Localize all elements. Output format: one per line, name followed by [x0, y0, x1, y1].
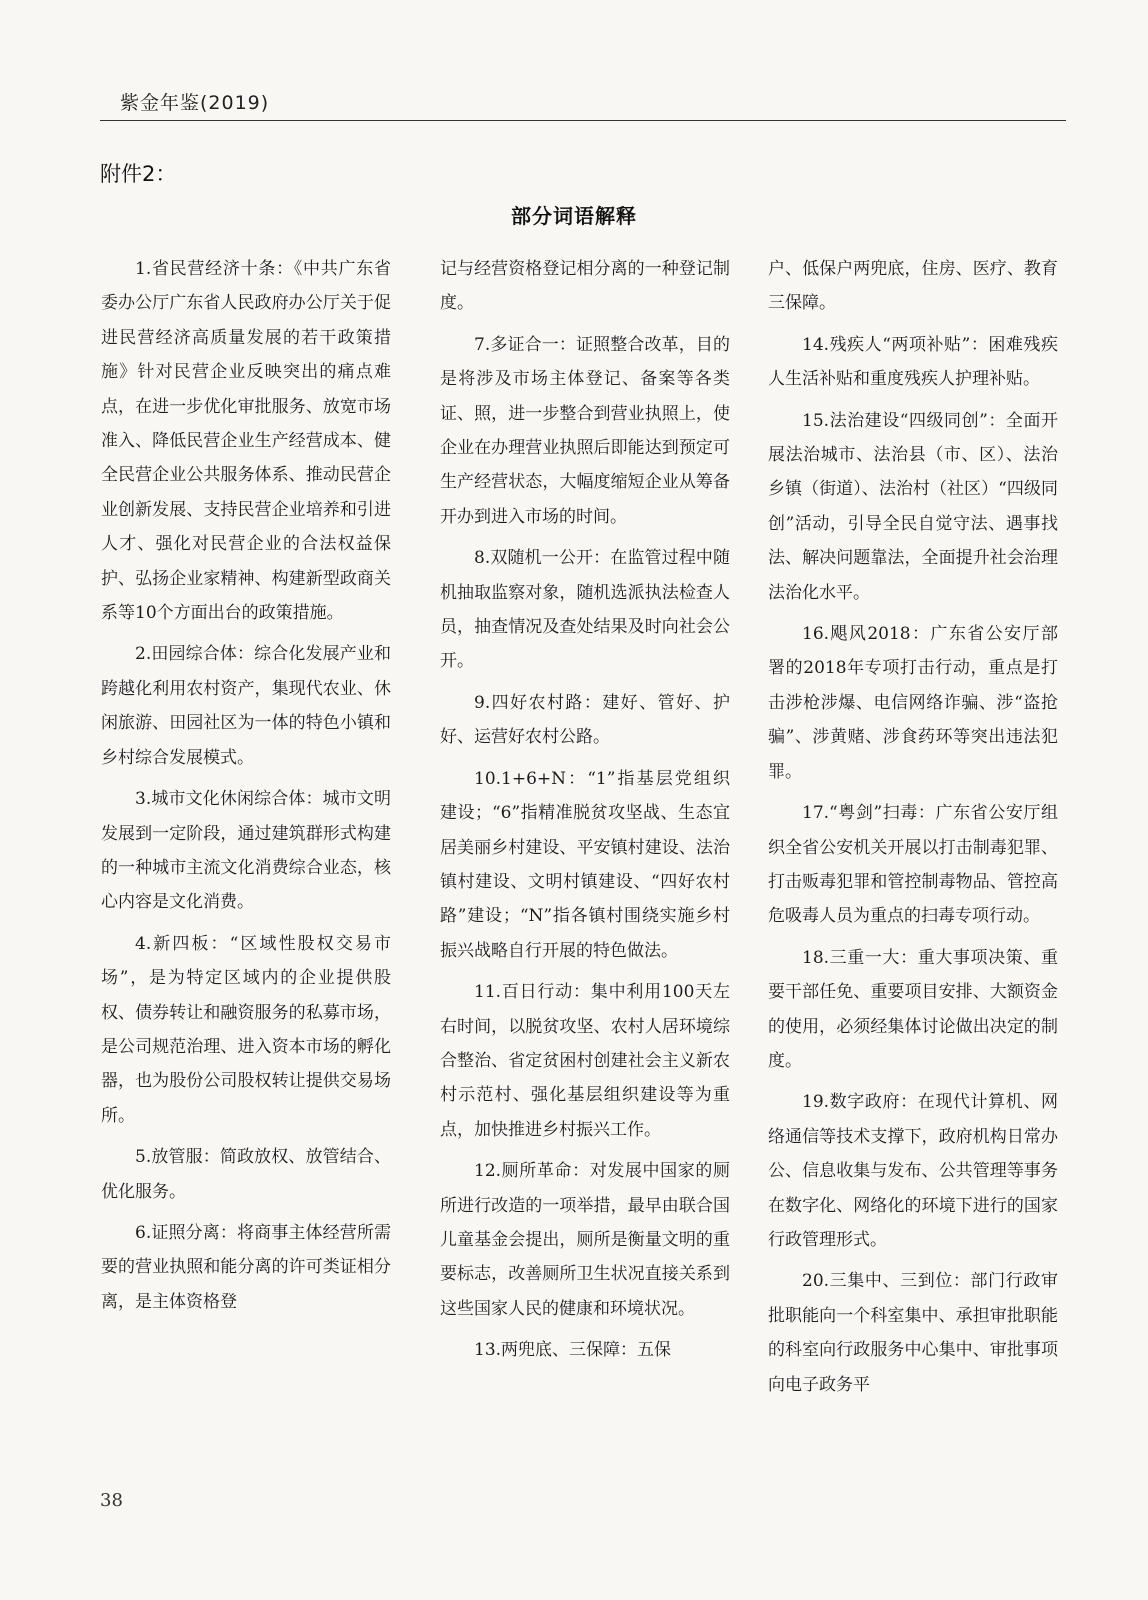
section-title: 部分词语解释 [511, 204, 637, 228]
paragraph: 13.两兜底、三保障：五保 [474, 1340, 672, 1361]
paragraph: 18.三重一大：重大事项决策、重要干部任免、重要项目安排、大额资金的使用，必须经集体讨论做出决定的制度。 [768, 947, 1058, 1071]
page-number: 38 [100, 1490, 123, 1511]
paragraph: 户、低保户两兜底，住房、医疗、教育三保障。 [768, 259, 1058, 314]
paragraph: 15.法治建设“四级同创”：全面开展法治城市、法治县（市、区）、法治乡镇（街道）、法治村（社区）“四级同创”活动，引导全民自觉守法、遇事找法、解决问题靠法，全面提升社会治理法治化水平。 [768, 410, 1058, 603]
paragraph: 5.放管服：简政放权、放管结合、优化服务。 [101, 1147, 391, 1202]
text-column-1 [101, 252, 391, 1482]
paragraph: 20.三集中、三到位：部门行政审批职能向一个科室集中、承担审批职能的科室向行政服务中心集中、审批事项向电子政务平 [768, 1271, 1058, 1395]
paragraph: 16.飓风2018：广东省公安厅部署的2018年专项打击行动，重点是打击涉枪涉爆、电信网络诈骗、涉“盗抢骗”、涉黄赌、涉食药环等突出违法犯罪。 [768, 624, 1058, 782]
paragraph: 8.双随机一公开：在监管过程中随机抽取监察对象，随机选派执法检查人员，抽查情况及查处结果及时向社会公开。 [440, 548, 730, 672]
paragraph: 7.多证合一：证照整合改革，目的是将涉及市场主体登记、备案等各类证、照，进一步整合到营业执照上，使企业在办理营业执照后即能达到预定可生产经营状态，大幅度缩短企业从筹备开办到进入市场的时间。 [440, 334, 730, 527]
paragraph: 3.城市文化休闲综合体：城市文明发展到一定阶段，通过建筑群形式构建的一种城市主流文化消费综合业态，核心内容是文化消费。 [101, 789, 391, 913]
paragraph: 19.数字政府：在现代计算机、网络通信等技术支撑下，政府机构日常办公、信息收集与发布、公共管理等事务在数字化、网络化的环境下进行的国家行政管理形式。 [768, 1092, 1058, 1250]
paragraph: 4.新四板：“区域性股权交易市场”，是为特定区域内的企业提供股权、债券转让和融资服务的私募市场，是公司规范治理、进入资本市场的孵化器，也为股份公司股权转让提供交易场所。 [101, 933, 391, 1126]
appendix-label: 附件2： [100, 162, 177, 186]
paragraph: 6.证照分离：将商事主体经营所需要的营业执照和能分离的许可类证相分离，是主体资格登 [101, 1222, 391, 1312]
paragraph: 17.“粤剑”扫毒：广东省公安厅组织全省公安机关开展以打击制毒犯罪、打击贩毒犯罪和管控制毒物品、管控高危吸毒人员为重点的扫毒专项行动。 [768, 803, 1058, 927]
paragraph: 12.厕所革命：对发展中国家的厕所进行改造的一项举措，最早由联合国儿童基金会提出，厕所是衡量文明的重要标志，改善厕所卫生状况直接关系到这些国家人民的健康和环境状况。 [440, 1161, 730, 1319]
paragraph: 1.省民营经济十条：《中共广东省委办公厅广东省人民政府办公厅关于促进民营经济高质量发展的若干政策措施》针对民营企业反映突出的痛点难点，在进一步优化审批服务、放宽市场准入、降低民营企业生产经营成本、健全民营企业公共服务体系、推动民营企业创新发展、支持民营企业培养和引进人才、强化对民营企业的合法权益保护、弘扬企业家精神、构建新型政商关系等10个方面出台的政策措施。 [101, 259, 391, 624]
paragraph: 2.田园综合体：综合化发展产业和跨越化利用农村资产，集现代农业、休闲旅游、田园社区为一体的特色小镇和乡村综合发展模式。 [101, 644, 391, 768]
paragraph: 14.残疾人“两项补贴”：困难残疾人生活补贴和重度残疾人护理补贴。 [768, 334, 1058, 390]
running-head: 紫金年鉴(2019) [120, 92, 270, 114]
header-rule [100, 120, 1066, 121]
paragraph: 11.百日行动：集中利用100天左右时间，以脱贫攻坚、农村人居环境综合整治、省定贫困村创建社会主义新农村示范村、强化基层组织建设等为重点，加快推进乡村振兴工作。 [440, 982, 730, 1140]
text-column-3 [768, 252, 1058, 1482]
paragraph: 10.1+6+N：“1”指基层党组织建设；“6”指精准脱贫攻坚战、生态宜居美丽乡村建设、平安镇村建设、法治镇村建设、文明村镇建设、“四好农村路”建设；“N”指各镇村围绕实施乡村振兴战略自行开展的特色做法。 [440, 768, 730, 961]
text-column-2 [440, 252, 730, 1482]
paragraph: 记与经营资格登记相分离的一种登记制度。 [440, 259, 730, 314]
paragraph: 9.四好农村路：建好、管好、护好、运营好农村公路。 [440, 692, 730, 748]
